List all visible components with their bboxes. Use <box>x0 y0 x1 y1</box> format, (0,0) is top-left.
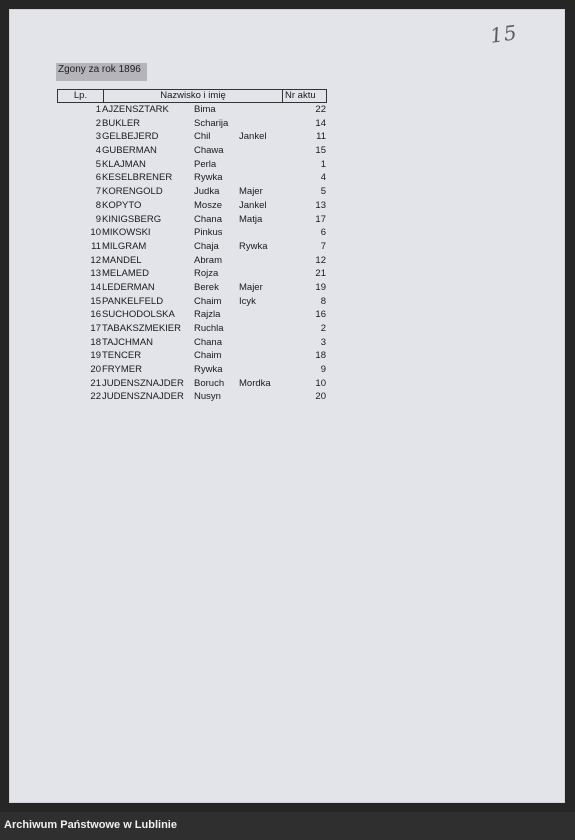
row-surname: TENCER <box>102 350 142 362</box>
row-first-name: Scharija <box>194 117 229 129</box>
row-surname: BUKLER <box>102 117 141 129</box>
table-row <box>57 336 327 350</box>
row-record-number: 13 <box>315 199 326 211</box>
row-first-name: Nusyn <box>194 391 221 403</box>
row-record-number: 7 <box>320 240 326 252</box>
row-second-name: Icyk <box>239 295 256 307</box>
row-record-number: 18 <box>315 350 326 362</box>
row-second-name <box>239 158 291 172</box>
row-surname: PANKELFELD <box>102 295 164 307</box>
row-lp: 10 <box>90 227 101 239</box>
row-record-number: 22 <box>315 104 326 115</box>
row-lp: 4 <box>95 145 101 157</box>
row-lp: 13 <box>90 268 101 280</box>
row-record-number: 6 <box>320 227 326 239</box>
row-second-name <box>239 390 291 404</box>
table-row <box>57 117 327 131</box>
row-record-number: 14 <box>315 117 326 129</box>
row-first-name: Berek <box>194 281 219 293</box>
row-lp: 11 <box>91 240 101 252</box>
table-body <box>57 103 327 404</box>
row-lp: 19 <box>90 350 101 362</box>
row-lp: 3 <box>95 131 101 143</box>
header-lp: Lp. <box>58 90 104 102</box>
row-first-name: Chaim <box>194 295 222 307</box>
table-row <box>57 103 327 117</box>
row-record-number: 1 <box>320 158 326 170</box>
row-second-name: Mordka <box>239 377 271 389</box>
row-second-name <box>239 349 291 363</box>
table-row <box>57 144 327 158</box>
document-title: Zgony za rok 1896 <box>56 63 147 81</box>
row-first-name: Chawa <box>194 145 224 157</box>
row-lp: 16 <box>90 309 101 321</box>
row-surname: MANDEL <box>102 254 142 266</box>
row-lp: 2 <box>95 117 101 129</box>
row-surname: AJZENSZTARK <box>102 104 169 115</box>
table-row <box>57 226 327 240</box>
row-lp: 7 <box>95 186 101 198</box>
handwritten-page-number: 15 <box>488 20 519 48</box>
header-name: Nazwisko i imię <box>104 90 283 102</box>
row-second-name: Matja <box>239 213 263 225</box>
footer-bar <box>0 812 575 840</box>
row-lp: 21 <box>90 377 101 389</box>
row-record-number: 2 <box>320 323 326 334</box>
row-record-number: 3 <box>320 336 326 348</box>
row-record-number: 9 <box>320 364 326 376</box>
table-row <box>57 322 327 336</box>
row-lp: 9 <box>95 213 101 225</box>
row-second-name <box>239 322 291 336</box>
table-row <box>57 199 327 213</box>
table-header <box>57 89 327 103</box>
table-row <box>57 130 327 144</box>
row-first-name: Chaja <box>194 240 219 252</box>
row-surname: FRYMER <box>102 364 142 376</box>
row-record-number: 17 <box>315 213 326 225</box>
row-second-name <box>239 226 291 240</box>
row-surname: JUDENSZNAJDER <box>102 377 184 389</box>
table-row <box>57 185 327 199</box>
row-second-name: Majer <box>239 186 263 198</box>
row-second-name <box>239 144 291 158</box>
row-first-name: Perla <box>194 158 217 170</box>
row-second-name <box>239 267 291 281</box>
row-surname: JUDENSZNAJDER <box>102 391 184 403</box>
row-record-number: 20 <box>315 391 326 403</box>
row-first-name: Ruchla <box>194 323 224 334</box>
row-record-number: 4 <box>320 172 326 184</box>
row-first-name: Rywka <box>194 364 223 376</box>
row-record-number: 12 <box>315 254 326 266</box>
row-surname: KLAJMAN <box>102 158 146 170</box>
row-surname: TAJCHMAN <box>102 336 154 348</box>
row-record-number: 5 <box>320 186 326 198</box>
row-record-number: 8 <box>320 295 326 307</box>
row-lp: 14 <box>90 281 101 293</box>
row-first-name: Mosze <box>194 199 222 211</box>
row-lp: 18 <box>90 336 101 348</box>
row-surname: MELAMED <box>102 268 149 280</box>
row-lp: 5 <box>95 158 101 170</box>
row-second-name: Majer <box>239 281 263 293</box>
records-table <box>57 89 327 404</box>
table-row <box>57 349 327 363</box>
row-record-number: 10 <box>315 377 326 389</box>
row-first-name: Pinkus <box>194 227 223 239</box>
row-second-name <box>239 363 291 377</box>
table-row <box>57 390 327 404</box>
row-second-name: Rywka <box>239 240 268 252</box>
row-first-name: Rojza <box>194 268 219 280</box>
row-lp: 12 <box>90 254 101 266</box>
row-second-name <box>239 254 291 268</box>
row-first-name: Judka <box>194 186 220 198</box>
table-row <box>57 295 327 309</box>
row-first-name: Chil <box>194 131 211 143</box>
row-lp: 1 <box>95 104 101 115</box>
row-surname: KORENGOLD <box>102 186 163 198</box>
row-second-name: Jankel <box>239 131 267 143</box>
row-first-name: Boruch <box>194 377 225 389</box>
row-surname: GELBEJERD <box>102 131 159 143</box>
row-record-number: 16 <box>315 309 326 321</box>
row-second-name <box>239 308 291 322</box>
table-row <box>57 171 327 185</box>
row-first-name: Chaim <box>194 350 222 362</box>
row-first-name: Bima <box>194 104 216 115</box>
row-record-number: 11 <box>316 131 326 143</box>
row-second-name <box>239 171 291 185</box>
table-row <box>57 158 327 172</box>
row-first-name: Rajzla <box>194 309 221 321</box>
row-second-name: Jankel <box>239 199 267 211</box>
row-lp: 15 <box>90 295 101 307</box>
table-row <box>57 281 327 295</box>
row-first-name: Abram <box>194 254 222 266</box>
table-row <box>57 254 327 268</box>
row-lp: 20 <box>90 364 101 376</box>
header-record-number: Nr aktu <box>285 90 316 101</box>
table-row <box>57 240 327 254</box>
row-first-name: Chana <box>194 336 222 348</box>
row-surname: MILGRAM <box>102 240 147 252</box>
row-surname: KINIGSBERG <box>102 213 162 225</box>
row-lp: 6 <box>95 172 101 184</box>
row-surname: KESELBRENER <box>102 172 173 184</box>
row-surname: TABAKSZMEKIER <box>102 323 182 334</box>
row-second-name <box>239 103 291 117</box>
row-surname: SUCHODOLSKA <box>102 309 175 321</box>
row-record-number: 19 <box>315 281 326 293</box>
row-record-number: 21 <box>315 268 326 280</box>
table-row <box>57 213 327 227</box>
row-lp: 17 <box>90 323 101 334</box>
table-row <box>57 308 327 322</box>
row-surname: MIKOWSKI <box>102 227 151 239</box>
row-surname: KOPYTO <box>102 199 142 211</box>
row-surname: LEDERMAN <box>102 281 155 293</box>
row-first-name: Chana <box>194 213 222 225</box>
row-lp: 22 <box>90 391 101 403</box>
row-second-name <box>239 117 291 131</box>
row-lp: 8 <box>95 199 101 211</box>
row-surname: GUBERMAN <box>102 145 157 157</box>
archive-name: Archiwum Państwowe w Lublinie <box>4 819 177 831</box>
row-first-name: Rywka <box>194 172 223 184</box>
table-row <box>57 377 327 391</box>
row-record-number: 15 <box>315 145 326 157</box>
row-second-name <box>239 336 291 350</box>
table-row <box>57 267 327 281</box>
table-row <box>57 363 327 377</box>
